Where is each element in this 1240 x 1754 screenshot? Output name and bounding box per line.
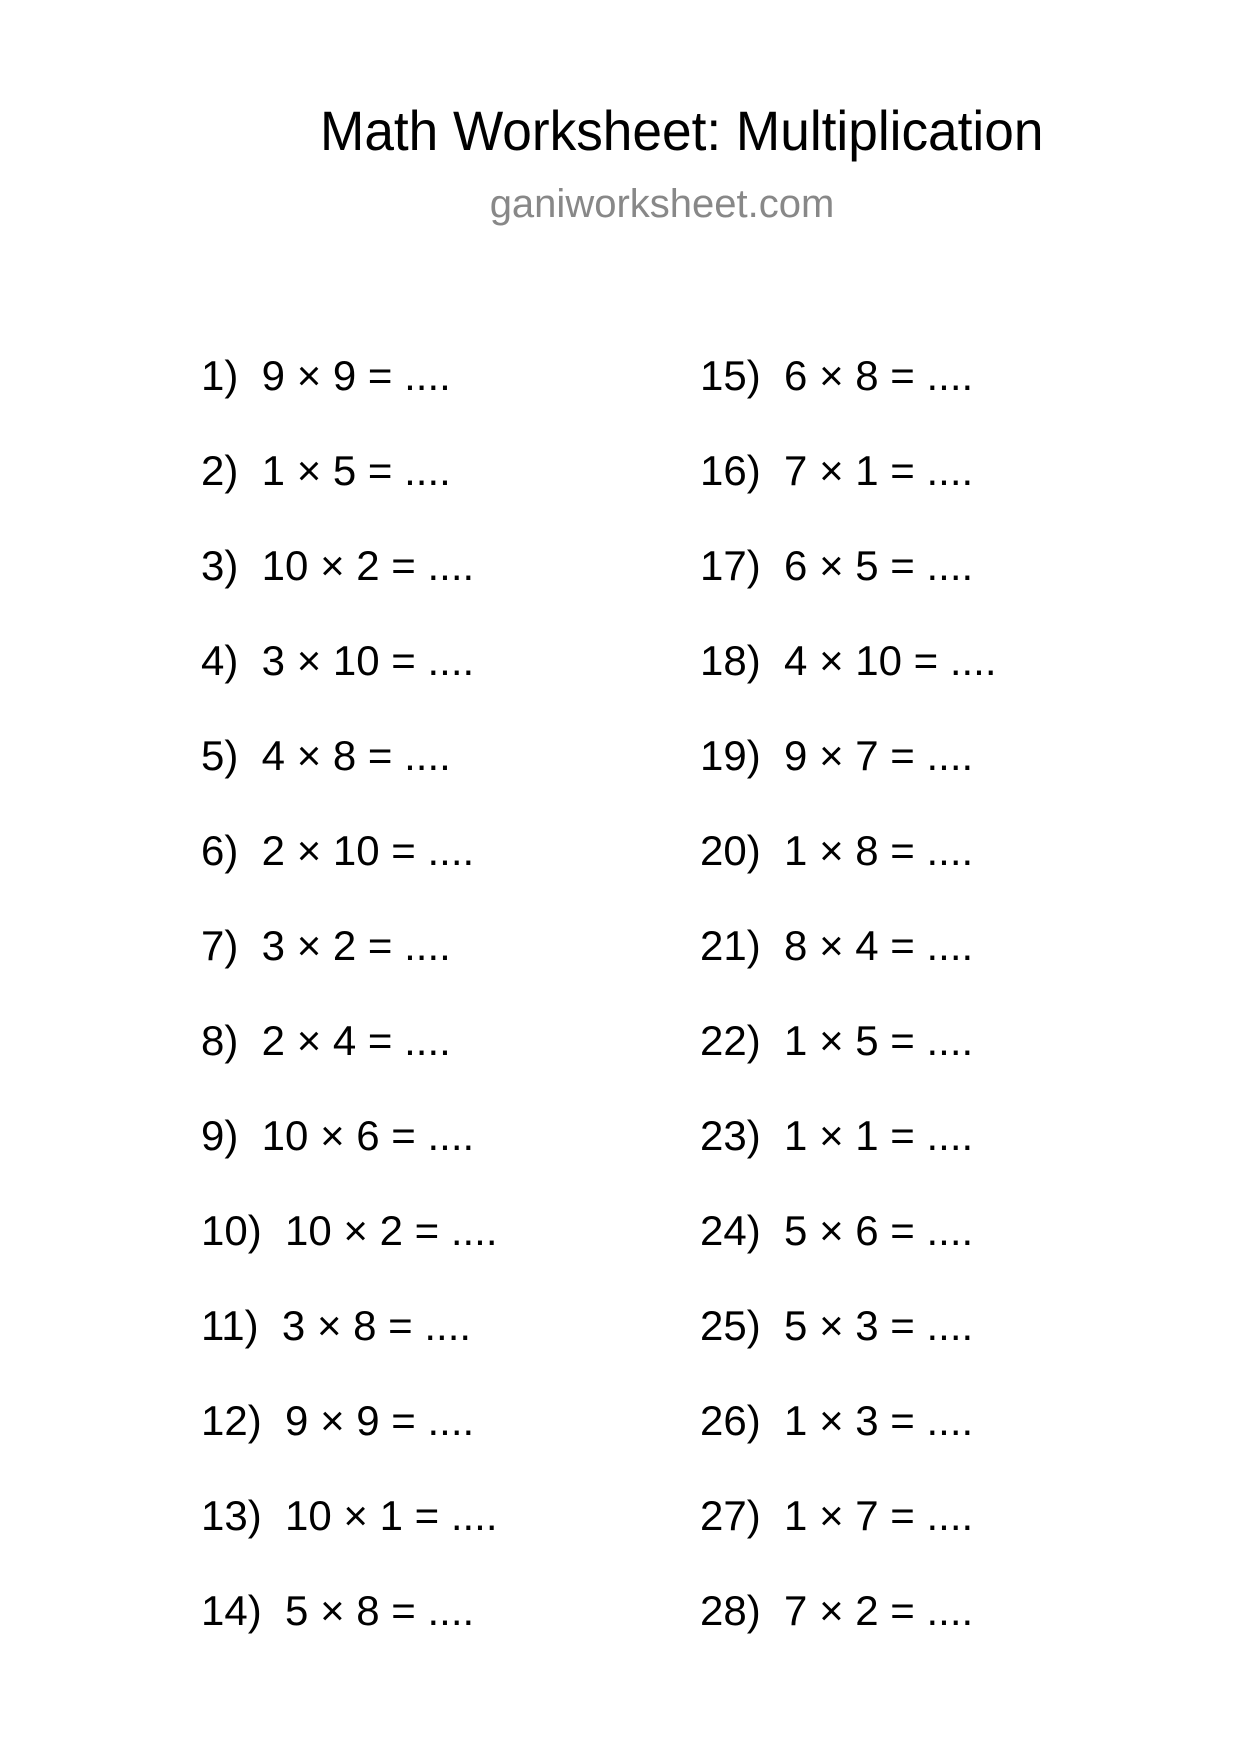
problem-column-left — [201, 352, 498, 1682]
problem-item: 20) 1 × 8 = .... — [700, 827, 974, 874]
problem-item: 17) 6 × 5 = .... — [700, 542, 974, 589]
problem-item: 9) 10 × 6 = .... — [201, 1112, 475, 1159]
problem-item: 19) 9 × 7 = .... — [700, 732, 974, 779]
problem-item: 5) 4 × 8 = .... — [201, 732, 451, 779]
website-subtitle: ganiworksheet.com — [489, 182, 835, 226]
worksheet-title: Math Worksheet: Multiplication — [320, 99, 1044, 162]
problem-item: 23) 1 × 1 = .... — [700, 1112, 974, 1159]
problem-item: 11) 3 × 8 = .... — [201, 1302, 472, 1349]
problem-item: 22) 1 × 5 = .... — [700, 1017, 974, 1064]
problem-item: 25) 5 × 3 = .... — [700, 1302, 974, 1349]
problem-item: 2) 1 × 5 = .... — [201, 447, 451, 494]
problem-item: 1) 9 × 9 = .... — [201, 352, 451, 399]
problem-item: 6) 2 × 10 = .... — [201, 827, 475, 874]
problem-item: 14) 5 × 8 = .... — [201, 1587, 475, 1634]
problem-item: 28) 7 × 2 = .... — [700, 1587, 974, 1634]
problem-item: 10) 10 × 2 = .... — [201, 1207, 498, 1254]
problem-item: 24) 5 × 6 = .... — [700, 1207, 974, 1254]
problem-item: 21) 8 × 4 = .... — [700, 922, 974, 969]
problem-item: 13) 10 × 1 = .... — [201, 1492, 498, 1539]
problem-item: 7) 3 × 2 = .... — [201, 922, 451, 969]
problem-item: 3) 10 × 2 = .... — [201, 542, 475, 589]
problem-column-right — [700, 352, 997, 1682]
problem-item: 16) 7 × 1 = .... — [700, 447, 974, 494]
problem-item: 8) 2 × 4 = .... — [201, 1017, 451, 1064]
problem-item: 27) 1 × 7 = .... — [700, 1492, 974, 1539]
problem-item: 4) 3 × 10 = .... — [201, 637, 475, 684]
problem-item: 18) 4 × 10 = .... — [700, 637, 997, 684]
problem-item: 12) 9 × 9 = .... — [201, 1397, 475, 1444]
problem-item: 15) 6 × 8 = .... — [700, 352, 974, 399]
problem-item: 26) 1 × 3 = .... — [700, 1397, 974, 1444]
